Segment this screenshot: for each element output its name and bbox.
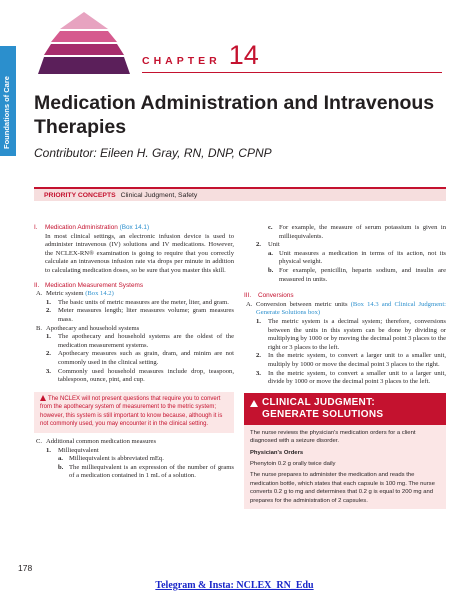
- list-item: 2. In the metric system, to convert a larger unit to a smaller unit, multiply by 1000 or move the decimal point 3 places to the right.: [256, 352, 446, 368]
- page-number: 178: [18, 563, 33, 573]
- section-heading-3: III. Conversions: [244, 292, 294, 300]
- pyramid-logo: [38, 12, 130, 74]
- list-subitem: b. For example, penicillin, heparin sodium, and insulin are measured in units.: [268, 266, 446, 283]
- nclex-note: The NCLEX will not present questions that require you to convert from the apothecary system of measurement to the metric system; however, this system is still important to know because, although it is not commonly used, you may encounter it in the clinical setting.: [34, 392, 234, 433]
- warning-icon: [250, 400, 258, 407]
- chapter-heading: [142, 42, 259, 72]
- list-item: 1. The apothecary and household systems are the oldest of the medication measurement systems.: [46, 333, 234, 349]
- list-item: 3. Commonly used household measures include drop, teaspoon, tablespoon, ounce, pint, and cup.: [46, 367, 234, 384]
- list-subitem: a. Milliequivalent is abbreviated mEq.: [58, 455, 164, 463]
- section-1-text: In most clinical settings, an electronic infusion device is used to administer intravenous (IV) solutions and IV medications. However, the NCLEX-RN® examination is going to require that you correctly calculate an intravenous infusion rate via drops per minute in addition to calculating medication doses, so be sure that you master this skill.: [45, 232, 234, 274]
- side-tab-label: Foundations of Care: [2, 76, 11, 149]
- priority-value: Clinical Judgment, Safety: [120, 191, 198, 199]
- list-item: 1. The basic units of metric measures are the meter, liter, and gram.: [46, 298, 229, 306]
- cj-orders-label: Physician's Orders: [250, 449, 304, 456]
- cj-intro: The nurse reviews the physician's medication orders for a client diagnosed with a seizure disorder.: [250, 429, 416, 445]
- cj-order: Phenytoin 0.2 g orally twice daily: [250, 460, 336, 467]
- chapter-rule: [142, 72, 442, 73]
- clinical-judgment-box: [244, 393, 446, 509]
- box-reference-link[interactable]: (Box 14.1): [119, 224, 150, 231]
- clinical-judgment-body: [244, 425, 446, 509]
- list-item: 3. In the metric system, to convert a smaller unit to a larger unit, divide by 1000 or move the decimal point 3 places to the left.: [256, 369, 446, 386]
- list-item: 2. Meter measures length; liter measures volume; gram measures mass.: [46, 307, 234, 323]
- subheading-b: B. Apothecary and household systems: [36, 324, 140, 332]
- subheading-a-conversions: A. Conversion between metric units (Box 14.3 and Clinical Judgment: Generate Solutions box): [246, 300, 446, 317]
- chapter-title: Medication Administration and Intravenous Therapies: [34, 92, 435, 138]
- list-subitem: a. Unit measures a medication in terms of its action, not its physical weight.: [268, 249, 446, 266]
- list-subitem: b. The milliequivalent is an expression of the number of grams of a medication contained in 1 mL of a solution.: [58, 463, 234, 480]
- list-item: 2. Apothecary measures such as grain, dram, and minim are not commonly used in the clinical setting.: [46, 350, 234, 366]
- priority-label: PRIORITY CONCEPTS: [44, 191, 116, 199]
- box-reference-link[interactable]: (Box 14.3 and Clinical Judgment: Generate Solutions box): [256, 300, 446, 317]
- box-reference-link[interactable]: (Box 14.2): [85, 290, 114, 298]
- warning-icon: [40, 395, 46, 401]
- clinical-judgment-header: [244, 393, 446, 425]
- list-item: 1. Milliequivalent: [46, 446, 99, 454]
- subheading-c: C. Additional common medication measures: [36, 438, 157, 446]
- chapter-word: CHAPTER: [142, 55, 221, 67]
- section-heading-2: II. Medication Measurement Systems: [34, 281, 144, 289]
- cj-title-line-2: GENERATE SOLUTIONS: [262, 408, 384, 420]
- contributor-line: Contributor: Eileen H. Gray, RN, DNP, CPNP: [34, 146, 272, 160]
- right-column: [244, 224, 446, 509]
- left-column: [34, 224, 234, 481]
- priority-concepts-bar: [34, 187, 446, 201]
- list-item: 2. Unit: [256, 241, 280, 249]
- section-heading-1: I. Medication Administration (Box 14.1): [34, 224, 150, 231]
- footer-link[interactable]: Telegram & Insta: NCLEX_RN_Edu: [155, 580, 314, 591]
- cj-title-line-1: CLINICAL JUDGMENT:: [262, 396, 375, 408]
- list-subitem: c. For example, the measure of serum potassium is given in milliequivalents.: [268, 224, 446, 240]
- cj-body-text: The nurse prepares to administer the medication and reads the medication bottle, which states that each capsule is 100 mg. The nurse converts 0.2 g to mg and determines that 0.2 g is equal to 200 mg and prepares for the administration of 2 capsules.: [250, 472, 435, 504]
- list-item: 1. The metric system is a decimal system; therefore, conversions between the units in this system can be done by dividing or multiplying by 1000 or by moving the decimal point 3 places to the right or 3 places to the left.: [256, 317, 447, 351]
- chapter-number: 14: [228, 40, 259, 70]
- subheading-a: A. Metric system (Box 14.2): [36, 290, 114, 298]
